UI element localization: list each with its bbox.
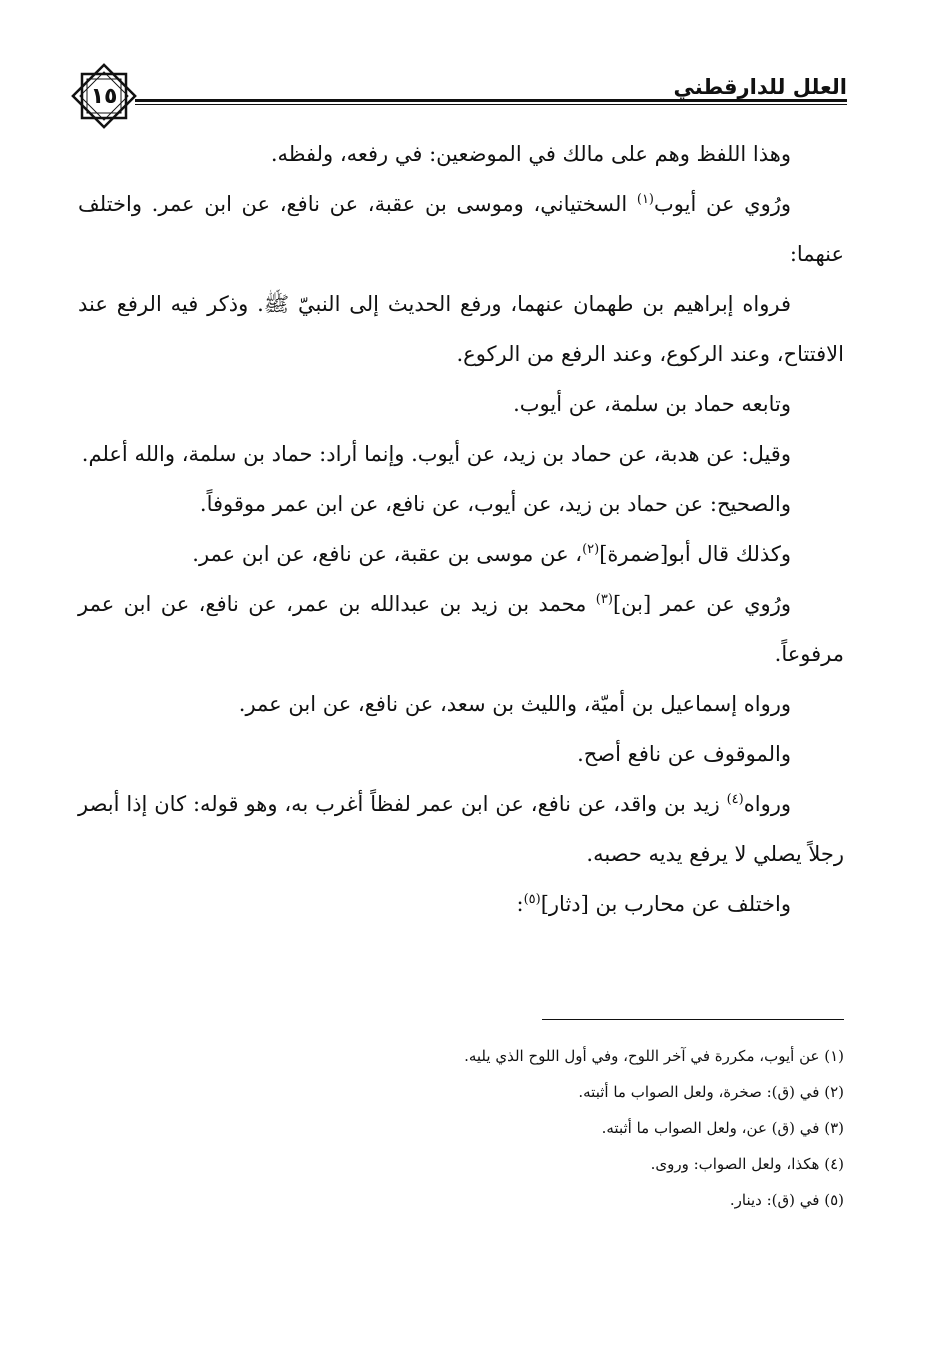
paragraph-text: ورواه إسماعيل بن أميّة، والليث بن سعد، عن نافع، عن ابن عمر.: [238, 692, 791, 716]
paragraph-text: وتابعه حماد بن سلمة، عن أيوب.: [513, 392, 791, 416]
footnote-reference: (٤): [726, 792, 744, 807]
body-text: [78, 129, 844, 929]
paragraph-text: السختياني، وموسى بن عقبة، عن نافع، عن ابن عمر. واختلف عنهما:: [78, 192, 844, 266]
running-title: العلل للدارقطني: [673, 75, 847, 99]
paragraph-text: واختلف عن محارب بن [دثار]: [540, 892, 791, 916]
footnote-reference: (١): [636, 192, 654, 207]
paragraph: [78, 729, 844, 779]
footnote: (٥) في (ق): دينار.: [729, 1191, 844, 1209]
footnotes: [78, 1038, 844, 1218]
page-number: ١٥: [90, 83, 118, 109]
paragraph: [78, 479, 844, 529]
footnote-separator: [542, 1019, 844, 1020]
footnote-reference: (٥): [523, 892, 541, 907]
paragraph: [78, 579, 844, 679]
footnote: (١) عن أيوب، مكررة في آخر اللوح، وفي أول اللوح الذي يليه.: [464, 1047, 844, 1065]
paragraph-text: ورُوي عن عمر [بن]: [612, 592, 791, 616]
paragraph-text: زيد بن واقد، عن نافع، عن ابن عمر لفظاً أغرب به، وهو قوله: كان إذا أبصر رجلاً يصلي لا يرفع يديه حصبه.: [78, 792, 844, 866]
paragraph-text: محمد بن زيد بن عبدالله بن عمر، عن نافع، عن ابن عمر مرفوعاً.: [78, 592, 844, 666]
paragraph-text: فرواه إبراهيم بن طهمان عنهما، ورفع الحديث إلى النبيّ ﷺ. وذكر فيه الرفع عند الافتتاح، وعند الركوع، وعند الرفع من الركوع.: [78, 292, 844, 366]
page-number-badge: [70, 62, 138, 130]
footnote-reference: (٢): [582, 542, 600, 557]
paragraph-text: ورُوي عن أيوب: [654, 192, 791, 216]
paragraph: [78, 879, 844, 929]
footnote-reference: (٣): [595, 592, 613, 607]
footnote: (٤) هكذا، ولعل الصواب: وروى.: [650, 1155, 844, 1173]
paragraph: [78, 129, 844, 179]
footnote: (٢) في (ق): صخرة، ولعل الصواب ما أثبته.: [578, 1083, 844, 1101]
paragraph: [78, 679, 844, 729]
paragraph-text: وهذا اللفظ وهم على مالك في الموضعين: في رفعه، ولفظه.: [270, 142, 791, 166]
paragraph-text: وكذلك قال أبو[ضمرة]: [599, 542, 791, 566]
paragraph: [78, 179, 844, 279]
paragraph-text: ، عن موسى بن عقبة، عن نافع، عن ابن عمر.: [192, 542, 583, 566]
paragraph: [78, 279, 844, 379]
paragraph: [78, 529, 844, 579]
paragraph-text: ورواه: [743, 792, 791, 816]
paragraph-text: والموقوف عن نافع أصح.: [577, 742, 791, 766]
paragraph: [78, 779, 844, 879]
paragraph: [78, 379, 844, 429]
footnote: (٣) في (ق) عن، ولعل الصواب ما أثبته.: [601, 1119, 844, 1137]
paragraph-text: :: [516, 892, 524, 916]
paragraph-text: والصحيح: عن حماد بن زيد، عن أيوب، عن نافع، عن ابن عمر موقوفاً.: [199, 492, 791, 516]
paragraph: [78, 429, 844, 479]
header-rule: [135, 99, 847, 107]
paragraph-text: وقيل: عن هدبة، عن حماد بن زيد، عن أيوب. وإنما أراد: حماد بن سلمة، والله أعلم.: [81, 442, 791, 466]
